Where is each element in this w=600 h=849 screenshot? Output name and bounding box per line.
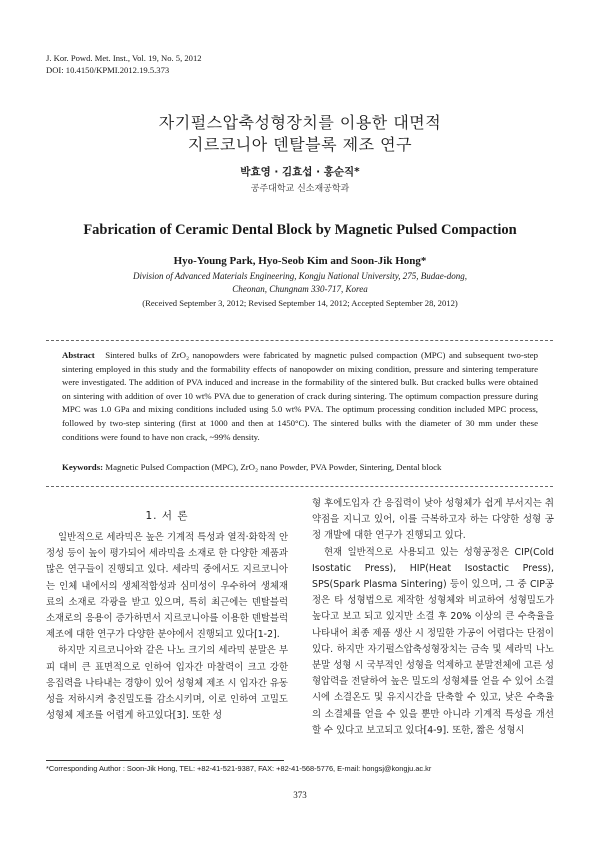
paragraph: 일반적으로 세라믹은 높은 기계적 특성과 열적·화학적 안정성 등이 높이 평가되어 세라믹을 소재로 한 다양한 제품과 많은 연구들이 진행되고 있다. 세라믹 중에서도 지르코니아는 인체 내에서의 생체적합성과 심미성이 우수하여 생체재료의 소재로 각광을 받고 있으며, 특히 최근에는 덴탈블럭 소재로의 응용이 증가하면서 지르코니아를 이용한 덴탈블럭 제조에 대한 연구가 다양한 분야에서 진행되고 있다[1-2]. [46, 532, 288, 641]
abstract [62, 349, 538, 444]
left-column [46, 530, 288, 724]
keywords-text: Magnetic Pulsed Compaction (MPC), ZrO₂ nano Powder, PVA Powder, Sintering, Dental block [105, 462, 442, 472]
korean-authors: 박효영 · 김효섭 · 홍순직* [240, 166, 360, 178]
affiliation-line2: Cheonan, Chungnam 330-717, Korea [232, 284, 368, 294]
abstract-text: Sintered bulks of ZrO₂ nanopowders were fabricated by magnetic pulsed compaction (MPC) and subsequent two-step sintering employed in this study and the formability effects of nanopowder on mixing condition, pressure and sintering temperature were investigated. The addition of PVA induced and increase in the formability of the sintered bulk. But cracked bulks were obtained on sintering with addition of over 10 wt% PVA due to generation of crack during sintering. The optimum compaction pressure during MPC was 1.0 GPa and mixing conditions included using 5.0 wt% PVA. The optimum processing condition included MPC process, followed by two-step sintering (first at 1000 and then at 1450°C). The sintered bulks with the diameter of 30 mm under these conditions were found to have non crack, ~99% density. [62, 350, 538, 442]
page-number: 373 [293, 790, 307, 800]
divider [46, 486, 553, 487]
affiliation-line1: Division of Advanced Materials Engineering, Kongju National University, 275, Budae-dong, [132, 271, 468, 281]
korean-affiliation: 공주대학교 신소재공학과 [250, 184, 350, 194]
english-affiliation [0, 270, 600, 296]
keywords [62, 462, 538, 472]
korean-title-line1: 자기펄스압축성형장치를 이용한 대면적 [158, 113, 442, 132]
paragraph: 하지만 지르코니아와 같은 나노 크기의 세라믹 분말은 부피 대비 큰 표면적으로 인하여 입자간 마찰력이 크고 강한 응집력을 나타내는 경향이 있어 성형체 제조 시 입자간 유동성을 저하시켜 충진밀도를 감소시키며, 이로 인하여 고밀도 성형체 제조를 어렵게 하고있다[3]. 또한 성 [46, 645, 288, 722]
section-heading: 1. 서 론 [145, 510, 189, 522]
received-dates: (Received September 3, 2012; Revised September 14, 2012; Accepted September 28, 2012) [142, 298, 458, 308]
english-authors: Hyo-Young Park, Hyo-Seob Kim and Soon-Jik Hong* [173, 255, 427, 267]
keywords-label: Keywords: [62, 462, 104, 472]
english-title: Fabrication of Ceramic Dental Block by Magnetic Pulsed Compaction [83, 222, 517, 238]
footnote-rule [46, 760, 284, 761]
divider [46, 340, 553, 341]
abstract-label: Abstract [62, 350, 95, 360]
korean-title [0, 112, 600, 156]
right-column [312, 496, 554, 739]
paragraph: 형 후에도입자 간 응집력이 낮아 성형체가 쉽게 부서지는 취약점을 지니고 있어, 이를 극복하고자 하는 다양한 성형 공정 개발에 대한 연구가 진행되고 있다. [312, 498, 554, 542]
paragraph: 현재 일반적으로 사용되고 있는 성형공정은 CIP(Cold Isostatic Press), HIP(Heat Isostactic Press), SPS(Spark Plasma Sintering) 등이 있으며, 그 중 CIP공정은 타 성형법으로 제작한 성형체와 비교하여 성형밀도가 높다고 보고 되고 있지만 소결 후 20% 이상의 큰 수축율을 나타내어 최종 제품 생산 시 정밀한 가공이 어렵다는 단점이 있다. 하지만 자기펄스압축성형장치는 금속 및 세라믹 나노분말 성형 시 국부적인 성형을 억제하고 분말전체에 고른 성형압력을 전달하여 높은 밀도의 성형체를 얻을 수 있어 소결 시에 소결온도 및 유지시간을 단축할 수 있고, 낮은 수축율의 소결체를 얻을 수 있을 뿐만 아니라 기계적 특성을 개선할 수 있다고 보고되고 있다[4-9]. 또한, 짧은 성형시 [312, 546, 554, 736]
doi-line: DOI: 10.4150/KPMI.2012.19.5.373 [46, 65, 170, 75]
journal-citation [46, 52, 202, 76]
journal-line: J. Kor. Powd. Met. Inst., Vol. 19, No. 5, 2012 [46, 53, 202, 63]
corresponding-author-footnote: *Corresponding Author : Soon-Jik Hong, TEL: +82-41-521-9387, FAX: +82-41-568-5776, E-mail: hongsj@kongju.ac.kr [46, 764, 432, 773]
korean-title-line2: 지르코니아 덴탈블록 제조 연구 [187, 135, 413, 154]
